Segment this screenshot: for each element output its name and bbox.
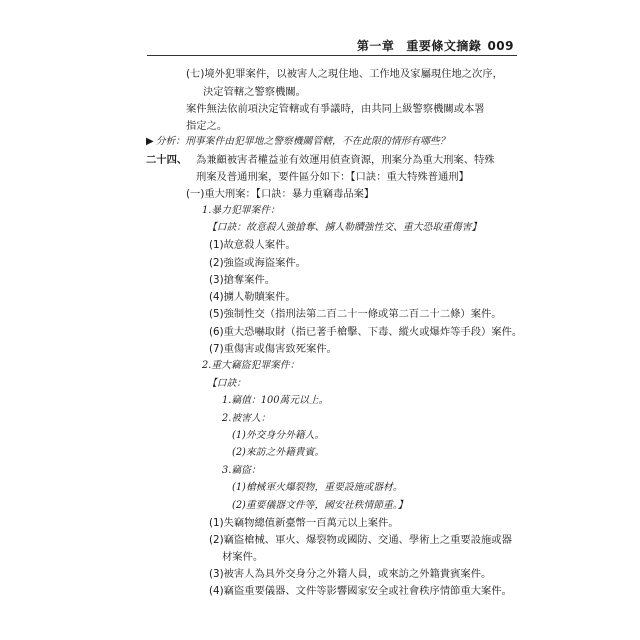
arrow-bullet-icon: ▶ <box>146 136 154 147</box>
article-number: 二十四、 <box>146 154 188 166</box>
mnemonic-line: (1)外交身分外籍人。 <box>232 430 325 441</box>
list-item: (5)強制性交（指刑法第二百二十一條或第二百二十二條）案件。 <box>209 308 502 320</box>
list-item: (6)重大恐嚇取財（指已著手槍擊、下毒、縱火或爆炸等手段）案件。 <box>209 326 523 338</box>
list-item: (4)擄人勒贖案件。 <box>209 291 296 303</box>
mnemonic-line: 1.竊值：100萬元以上。 <box>222 395 329 406</box>
list-item: (1)失竊物總值新臺幣一百萬元以上案件。 <box>209 517 399 529</box>
mnemonic-line: (2)來訪之外籍貴賓。 <box>232 447 325 458</box>
mnemonic-line: 2.被害人： <box>222 413 271 424</box>
list-item: (4)竊盜重要儀器、文件等影響國家安全或社會秩序情節重大案件。 <box>209 585 512 597</box>
mnemonic-line: (1)槍械軍火爆裂物，重要設施或器材。 <box>232 482 403 493</box>
mnemonic-line: 3.竊盜： <box>222 465 261 476</box>
mnemonic-line: (2)重要儀器文件等，國安社秩情節重。】 <box>232 500 408 511</box>
text-line: 指定之。 <box>186 120 228 132</box>
analysis-line <box>146 135 450 149</box>
text-line: 決定管轄之警察機關。 <box>203 86 306 98</box>
text-line: 案件無法依前項決定管轄或有爭議時，由共同上級警察機關或本署 <box>186 103 485 115</box>
text-line: 1.暴力犯罪案件： <box>202 205 280 216</box>
header-rule <box>147 55 517 56</box>
list-item: (2)強盜或海盜案件。 <box>209 257 306 269</box>
text-line: 為兼顧被害者權益並有效運用偵查資源，刑案分為重大刑案、特殊 <box>196 154 495 166</box>
page-number: 009 <box>487 39 514 53</box>
chapter-label: 第一章 <box>356 39 395 53</box>
text-line: 材案件。 <box>222 551 264 563</box>
list-item: (3)被害人為具外交身分之外籍人員，或來訪之外籍貴賓案件。 <box>209 568 492 580</box>
text-line: (七)境外犯罪案件，以被害人之現住地、工作地及家屬現住地之次序， <box>186 68 503 80</box>
text-line: 2.重大竊盜犯罪案件： <box>202 360 300 371</box>
mnemonic-line: 【口訣： <box>207 378 247 389</box>
list-item: (7)重傷害或傷害致死案件。 <box>209 343 337 355</box>
chapter-title: 重要條文摘錄 <box>406 39 482 53</box>
list-item: (3)搶奪案件。 <box>209 274 276 286</box>
text-line: (一)重大刑案：【口訣：暴力重竊毒品案】 <box>186 188 375 200</box>
analysis-text: 分析：刑事案件由犯罪地之警察機關管轄，不在此限的情形有哪些？ <box>155 136 450 147</box>
text-line: 刑案及普通刑案，要件區分如下：【口訣：重大特殊普通刑】 <box>196 171 469 183</box>
list-item: (1)故意殺人案件。 <box>209 239 296 251</box>
running-header <box>357 37 514 54</box>
mnemonic-line: 【口訣：故意殺人強搶奪、擄人勒贖強性交、重大恐取重傷害】 <box>207 222 482 233</box>
list-item: (2)竊盜槍械、軍火、爆裂物或國防、交通、學術上之重要設施或器 <box>209 534 512 546</box>
